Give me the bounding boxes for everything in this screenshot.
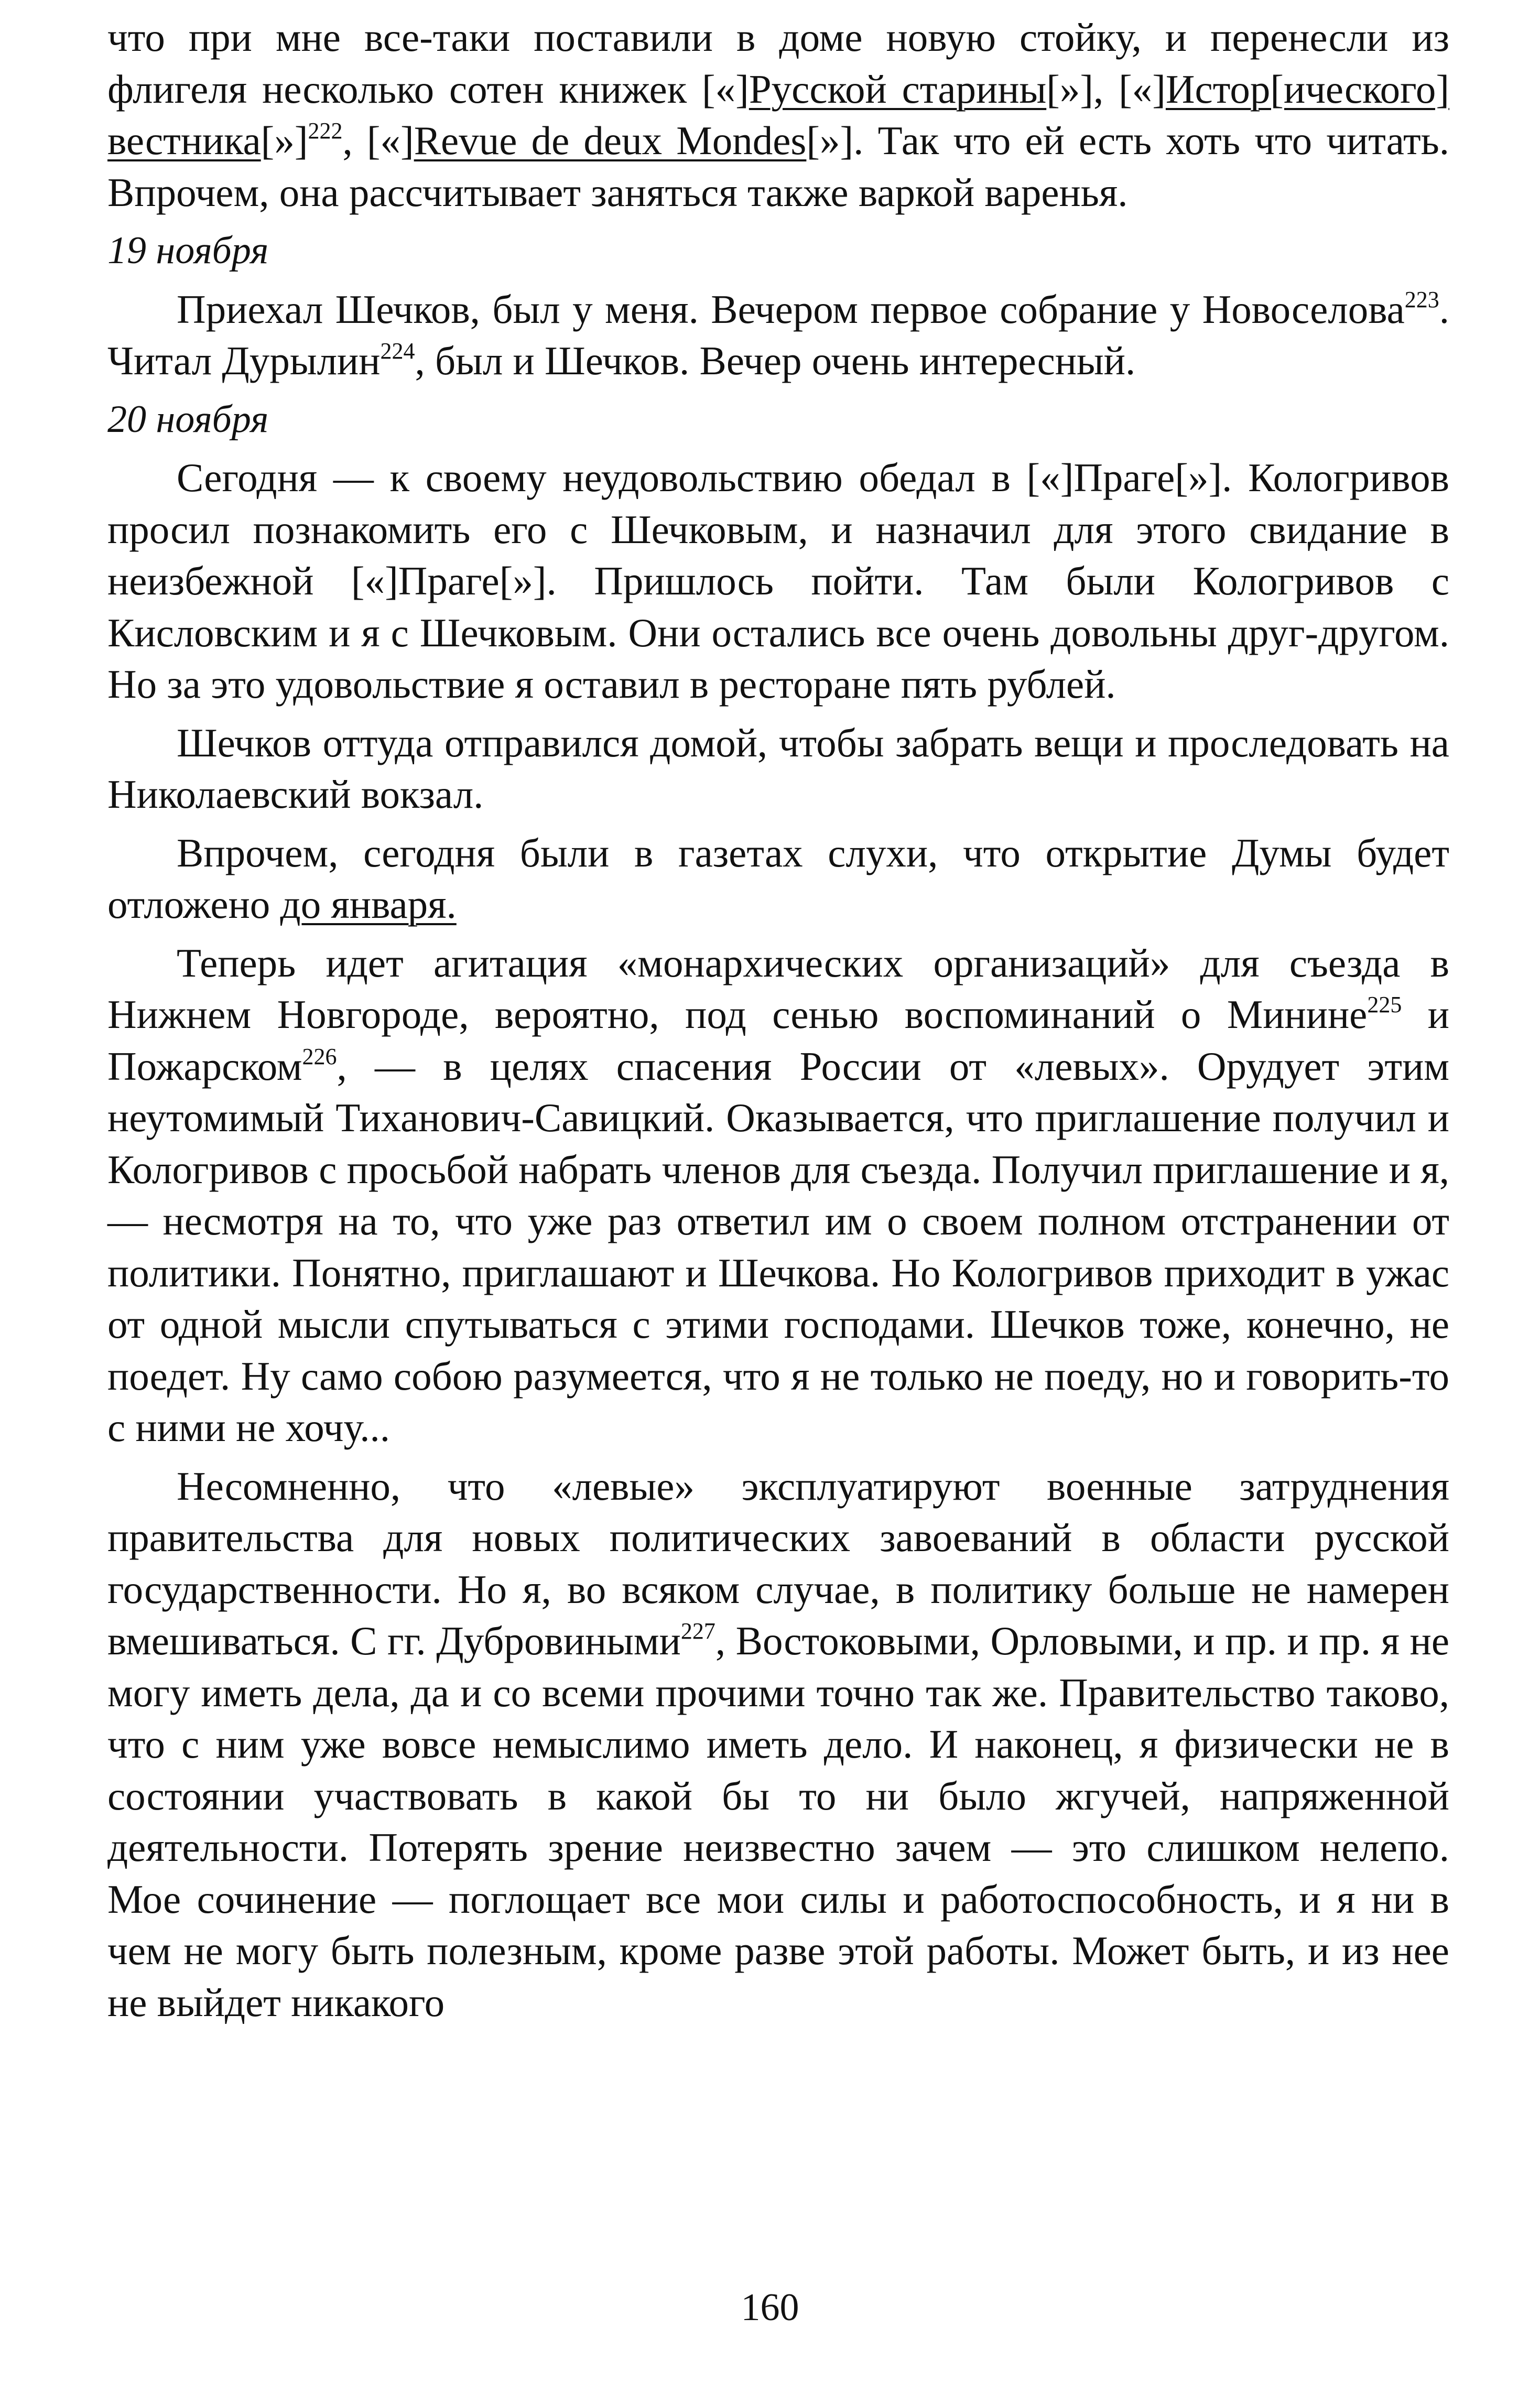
paragraph: Шечков оттуда отправился домой, чтобы забрать вещи и проследовать на Николаевский вокзал. — [107, 720, 1449, 817]
page-number: 160 — [741, 2286, 799, 2329]
underlined-title: Истор[ического] вестника — [107, 66, 1449, 163]
paragraph: Несомненно, что «левые» эксплуатируют военные затруднения правительства для новых политических завоеваний в области русской государственности. Но я, во всяком случае, в политику больше не намерен вмешиваться. С гг. Дубровиными$^{227}$, Востоковыми, Орловыми, и пр. и пр. я не могу иметь дела, да и со всеми прочими точно так же. Правительство таково, что с ним уже вовсе немыслимо иметь дело. И наконец, я физически не в состоянии участвовать в какой бы то ни было жгучей, напряженной деятельности. Потерять зрение неизвестно зачем — это слишком нелепо. Мое сочинение — поглощает все мои силы и работоспособность, и я ни в чем не могу быть полезным, кроме разве этой работы. Может быть, и из нее не выйдет никакого — [107, 1463, 1449, 2025]
entry-date: 19 ноября — [107, 229, 269, 272]
footnote-ref: 223 — [1404, 286, 1439, 312]
underlined-phrase: до января. — [280, 882, 457, 927]
footnote-ref: 227 — [680, 1618, 715, 1644]
underlined-title: Revue de deux Mondes — [414, 118, 807, 163]
footnote-ref: 224 — [380, 338, 415, 364]
footnote-ref: 226 — [302, 1043, 337, 1069]
body-text — [107, 12, 1449, 2028]
footnote-ref: 225 — [1367, 992, 1402, 1017]
paragraph: Впрочем, сегодня были в газетах слухи, что открытие Думы будет отложено до января. — [107, 830, 1449, 927]
paragraph: Приехал Шечков, был у меня. Вечером первое собрание у Новоселова$^{223}$. Читал Дурылин$^{224}$, был и Шечков. Вечер очень интересный. — [107, 286, 1449, 383]
footnote-ref: 222 — [308, 118, 343, 144]
paragraph: Теперь идет агитация «монархических организаций» для съезда в Нижнем Новгороде, вероятно, под сенью воспоминаний о Минине$^{225}$ и Пожарском$^{226}$, — в целях спасения России от «левых». Орудует этим неутомимый Тиханович-Савицкий. Оказывается, что приглашение получил и Кологривов с просьбой набрать членов для съезда. Получил приглашение и я, — несмотря на то, что уже раз ответил им о своем полном отстранении от политики. Понятно, приглашают и Шечкова. Но Кологривов приходит в ужас от одной мысли спутываться с этими господами. Шечков тоже, конечно, не поедет. Ну само собою разумеется, что я не только не поеду, но и говорить-то с ними не хочу... — [107, 940, 1449, 1450]
paragraph: Сегодня — к своему неудовольствию обедал в [«]Праге[»]. Кологривов просил познакомить его с Шечковым, и назначил для этого свидание в неизбежной [«]Праге[»]. Пришлось пойти. Там были Кологривов с Кисловским и я с Шечковым. Они остались все очень довольны друг-другом. Но за это удовольствие я оставил в ресторане пять рублей. — [107, 455, 1449, 707]
underlined-title: Русской старины — [749, 66, 1047, 112]
paragraph: что при мне все-таки поставили в доме новую стойку, и перенесли из флигеля несколько сотен книжек [«]Русской старины[»], [«]Истор[ического] вестника[»]$^{222}$, [«]Revue de deux Mondes[»]. Так что ей есть хоть что читать. Впрочем, она рассчитывает заняться также варкой варенья. — [107, 15, 1449, 215]
entry-date: 20 ноября — [107, 397, 269, 441]
